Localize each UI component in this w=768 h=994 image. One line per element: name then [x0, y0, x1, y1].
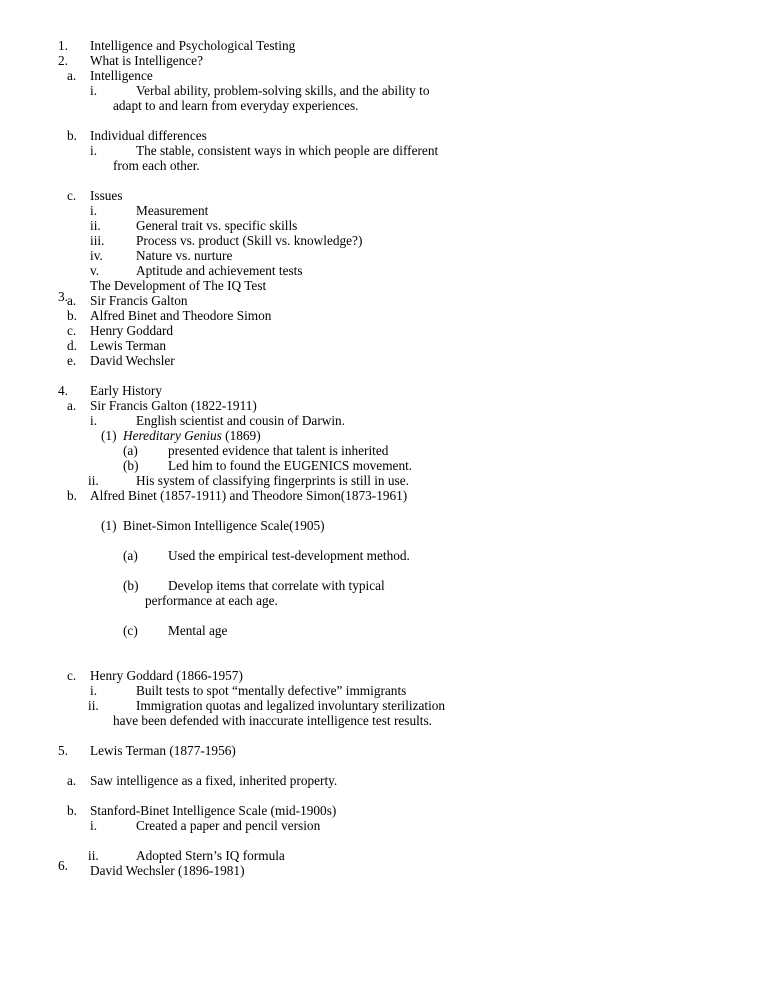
outline-text: Mental age	[168, 623, 228, 638]
outline-text: performance at each age.	[145, 593, 278, 608]
outline-letter: b.	[67, 128, 77, 143]
outline-letter: a.	[67, 773, 77, 788]
outline-text: Nature vs. nurture	[136, 248, 233, 263]
outline-letter: c.	[67, 668, 77, 683]
outline-letter: a.	[67, 398, 77, 413]
outline-letter: d.	[67, 338, 77, 353]
outline-text: Created a paper and pencil version	[136, 818, 321, 833]
outline-roman: i.	[90, 818, 98, 833]
outline-roman: i.	[90, 83, 98, 98]
outline-number: 6.	[58, 858, 68, 873]
outline-text: Adopted Stern’s IQ formula	[136, 848, 285, 863]
outline-text	[123, 428, 261, 443]
outline-text: Alfred Binet and Theodore Simon	[90, 308, 272, 323]
outline-text: adapt to and learn from everyday experiences.	[113, 98, 359, 113]
outline-text: Binet-Simon Intelligence Scale(1905)	[123, 518, 325, 533]
outline-text: presented evidence that talent is inherited	[168, 443, 389, 458]
outline-roman: ii.	[90, 218, 101, 233]
section-title: Early History	[90, 383, 163, 398]
section-title: Intelligence and Psychological Testing	[90, 38, 296, 53]
outline-text: Aptitude and achievement tests	[136, 263, 303, 278]
outline-text: Sir Francis Galton	[90, 293, 188, 308]
outline-text: Measurement	[136, 203, 209, 218]
outline-text: Led him to found the EUGENICS movement.	[168, 458, 413, 473]
outline-text: Verbal ability, problem-solving skills, and the ability to	[136, 83, 430, 98]
outline-letter: b.	[67, 308, 77, 323]
outline-text: David Wechsler	[90, 353, 175, 368]
outline-text: from each other.	[113, 158, 200, 173]
outline-letter: a.	[67, 293, 77, 308]
outline-roman: iv.	[90, 248, 103, 263]
outline-letter: c.	[67, 323, 77, 338]
outline-roman: i.	[90, 683, 98, 698]
book-year: (1869)	[221, 428, 261, 443]
outline-text: Issues	[90, 188, 123, 203]
outline-number: 3.	[58, 289, 68, 304]
outline-roman: iii.	[90, 233, 105, 248]
section-title: The Development of The IQ Test	[90, 278, 267, 293]
section-title: Lewis Terman (1877-1956)	[90, 743, 236, 758]
outline-paren-letter: (a)	[123, 443, 138, 458]
outline-text: Individual differences	[90, 128, 207, 143]
outline-number: 4.	[58, 383, 68, 398]
outline-paren-letter: (b)	[123, 578, 139, 593]
outline-letter: c.	[67, 188, 77, 203]
outline-number: 5.	[58, 743, 68, 758]
outline-letter: a.	[67, 68, 77, 83]
outline-paren-letter: (b)	[123, 458, 139, 473]
outline-roman: i.	[90, 143, 98, 158]
outline-text: English scientist and cousin of Darwin.	[136, 413, 346, 428]
book-title: Hereditary Genius	[123, 428, 222, 443]
outline-number: 1.	[58, 38, 68, 53]
outline-roman: i.	[90, 203, 98, 218]
outline-paren-letter: (a)	[123, 548, 138, 563]
outline-paren-number: (1)	[101, 518, 117, 533]
outline-text: Built tests to spot “mentally defective” immigrants	[136, 683, 407, 698]
outline-text: Used the empirical test-development method.	[168, 548, 410, 563]
section-title: What is Intelligence?	[90, 53, 203, 68]
outline-paren-number: (1)	[101, 428, 117, 443]
outline-text: Alfred Binet (1857-1911) and Theodore Simon(1873-1961)	[90, 488, 408, 503]
outline-letter: b.	[67, 488, 77, 503]
outline-text: Saw intelligence as a fixed, inherited property.	[90, 773, 338, 788]
outline-text: General trait vs. specific skills	[136, 218, 298, 233]
outline-text: Henry Goddard	[90, 323, 174, 338]
outline-number: 2.	[58, 53, 68, 68]
outline-text: His system of classifying fingerprints is still in use.	[136, 473, 409, 488]
outline-text: Stanford-Binet Intelligence Scale (mid-1900s)	[90, 803, 337, 818]
section-title: David Wechsler (1896-1981)	[90, 863, 245, 878]
outline-paren-letter: (c)	[123, 623, 138, 638]
outline-text: Immigration quotas and legalized involuntary sterilization	[136, 698, 446, 713]
outline-roman: v.	[90, 263, 100, 278]
outline-text: have been defended with inaccurate intelligence test results.	[113, 713, 432, 728]
outline-text: The stable, consistent ways in which people are different	[136, 143, 439, 158]
outline-text: Intelligence	[90, 68, 153, 83]
outline-roman: ii.	[88, 848, 99, 863]
outline-roman: ii.	[88, 473, 99, 488]
outline-letter: b.	[67, 803, 77, 818]
outline-text: Sir Francis Galton (1822-1911)	[90, 398, 257, 413]
outline-roman: i.	[90, 413, 98, 428]
outline-text: Process vs. product (Skill vs. knowledge?)	[136, 233, 363, 248]
outline-roman: ii.	[88, 698, 99, 713]
outline-text: Henry Goddard (1866-1957)	[90, 668, 243, 683]
outline-text: Develop items that correlate with typical	[168, 578, 385, 593]
outline-text: Lewis Terman	[90, 338, 166, 353]
outline-letter: e.	[67, 353, 77, 368]
